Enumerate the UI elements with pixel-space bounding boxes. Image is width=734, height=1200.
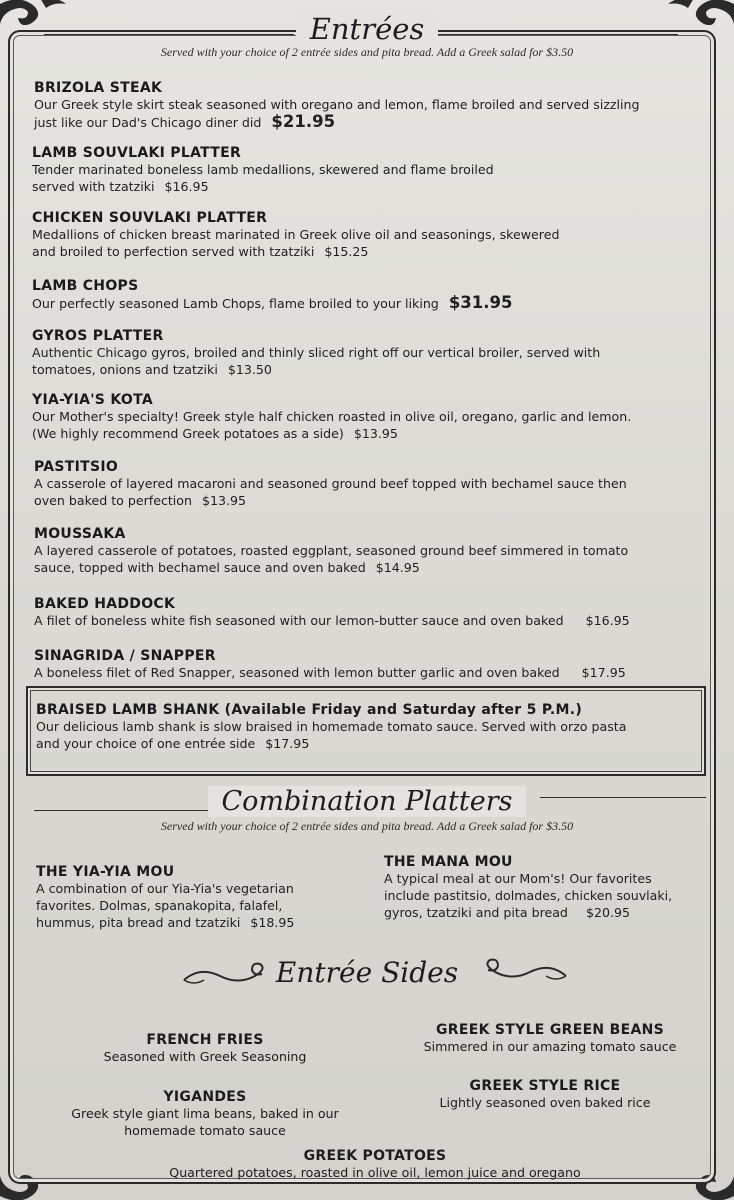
side-description: Lightly seasoned oven baked rice (439, 1095, 651, 1110)
sides-title: Entrée Sides (275, 956, 459, 989)
item-description: sauce, topped with bechamel sauce and oven baked (34, 560, 366, 575)
menu-item-braised-lamb-shank (36, 702, 696, 752)
item-description: tomatoes, onions and tzatziki (32, 362, 218, 377)
item-description: just like our Dad's Chicago diner did (34, 115, 262, 130)
item-description: A typical meal at our Mom's! Our favorites (384, 871, 652, 886)
item-description: Our Mother's specialty! Greek style half chicken roasted in olive oil, oregano, garlic and lemon. (32, 409, 632, 424)
menu-item-lamb-chops (32, 278, 682, 312)
item-description: and broiled to perfection served with tzatziki (32, 244, 315, 259)
item-name: BAKED HADDOCK (34, 596, 176, 612)
side-name: GREEK STYLE GREEN BEANS (435, 1022, 664, 1038)
item-name: LAMB CHOPS (32, 278, 139, 294)
menu-item-yia-yias-kota (32, 392, 712, 442)
combos-title: Combination Platters (208, 786, 527, 817)
item-price: $21.95 (271, 112, 336, 131)
item-name: SINAGRIDA / SNAPPER (34, 648, 216, 664)
item-description: Tender marinated boneless lamb medallions, skewered and flame broiled (32, 162, 494, 177)
item-description: A casserole of layered macaroni and seasoned ground beef topped with bechamel sauce then (34, 476, 627, 491)
menu-item-sinagrida-snapper (34, 648, 714, 681)
item-description: hummus, pita bread and tzatziki (36, 915, 241, 930)
menu-item-brizola-steak (34, 80, 674, 131)
menu-item-mana-mou (384, 854, 714, 921)
item-description: Our perfectly seasoned Lamb Chops, flame broiled to your liking (32, 296, 439, 311)
item-description: A filet of boneless white fish seasoned with our lemon-butter sauce and oven baked (34, 613, 564, 628)
item-name: MOUSSAKA (34, 526, 126, 542)
combos-subtitle: Served with your choice of 2 entrée sides and pita bread. Add a Greek salad for $3.50 (160, 819, 574, 833)
item-description: include pastitsio, dolmades, chicken souvlaki, (384, 888, 673, 903)
side-description: homemade tomato sauce (124, 1123, 286, 1138)
item-price: $17.95 (265, 736, 310, 751)
item-price: $16.95 (585, 613, 630, 628)
side-item-french-fries (60, 1032, 350, 1065)
item-description: A boneless filet of Red Snapper, seasoned with lemon butter garlic and oven baked (34, 665, 560, 680)
item-price: $14.95 (375, 560, 420, 575)
menu-item-lamb-souvlaki (32, 145, 672, 195)
item-price: $31.95 (448, 293, 513, 312)
item-description: Our Greek style skirt steak seasoned with oregano and lemon, flame broiled and served sizzling (34, 97, 640, 112)
item-price: $18.95 (250, 915, 295, 930)
item-price: $13.95 (353, 426, 398, 441)
side-item-greek-potatoes (130, 1148, 620, 1181)
menu-item-gyros-platter (32, 328, 692, 378)
item-description: Authentic Chicago gyros, broiled and thinly sliced right off our vertical broiler, served with (32, 345, 601, 360)
item-description: Our delicious lamb shank is slow braised in homemade tomato sauce. Served with orzo pasta (36, 719, 627, 734)
item-name: BRIZOLA STEAK (34, 80, 163, 96)
item-name: LAMB SOUVLAKI PLATTER (32, 145, 242, 161)
side-name: GREEK STYLE RICE (469, 1078, 621, 1094)
menu-item-moussaka (34, 526, 714, 576)
item-price: $16.95 (164, 179, 209, 194)
side-item-greek-green-beans (390, 1022, 710, 1055)
menu-item-yia-yia-mou (36, 864, 366, 931)
item-name: BRAISED LAMB SHANK (Available Friday and Saturday after 5 P.M.) (36, 702, 583, 718)
side-item-greek-rice (400, 1078, 690, 1111)
item-description: oven baked to perfection (34, 493, 192, 508)
item-description: Medallions of chicken breast marinated in Greek olive oil and seasonings, skewered (32, 227, 560, 242)
side-name: YIGANDES (163, 1089, 247, 1105)
item-price: $13.50 (227, 362, 272, 377)
item-name: CHICKEN SOUVLAKI PLATTER (32, 210, 268, 226)
entrees-title: Entrées (296, 12, 439, 46)
side-name: GREEK POTATOES (303, 1148, 447, 1164)
side-description: Quartered potatoes, roasted in olive oil, lemon juice and oregano (169, 1165, 581, 1180)
menu-item-baked-haddock (34, 596, 714, 629)
item-name: PASTITSIO (34, 459, 119, 475)
item-description: A combination of our Yia-Yia's vegetarian (36, 881, 294, 896)
item-price: $20.95 (585, 905, 631, 920)
side-description: Seasoned with Greek Seasoning (103, 1049, 307, 1064)
item-price: $13.95 (202, 493, 247, 508)
side-name: FRENCH FRIES (146, 1032, 264, 1048)
item-price: $15.25 (324, 244, 369, 259)
side-item-yigandes (40, 1089, 370, 1139)
item-name: YIA-YIA'S KOTA (32, 392, 153, 408)
item-description: favorites. Dolmas, spanakopita, falafel, (36, 898, 283, 913)
entrees-subtitle: Served with your choice of 2 entrée sides and pita bread. Add a Greek salad for $3.50 (160, 45, 574, 59)
item-description: (We highly recommend Greek potatoes as a side) (32, 426, 344, 441)
side-description: Simmered in our amazing tomato sauce (423, 1039, 677, 1054)
menu-item-chicken-souvlaki (32, 210, 682, 260)
item-price: $17.95 (581, 665, 626, 680)
item-description: gyros, tzatziki and pita bread (384, 905, 568, 920)
item-name: GYROS PLATTER (32, 328, 164, 344)
item-description: A layered casserole of potatoes, roasted eggplant, seasoned ground beef simmered in tomato (34, 543, 629, 558)
menu-item-pastitsio (34, 459, 714, 509)
item-description: served with tzatziki (32, 179, 155, 194)
item-name: THE YIA-YIA MOU (36, 864, 175, 880)
side-description: Greek style giant lima beans, baked in our (71, 1106, 339, 1121)
item-name: THE MANA MOU (384, 854, 513, 870)
item-description: and your choice of one entrée side (36, 736, 256, 751)
